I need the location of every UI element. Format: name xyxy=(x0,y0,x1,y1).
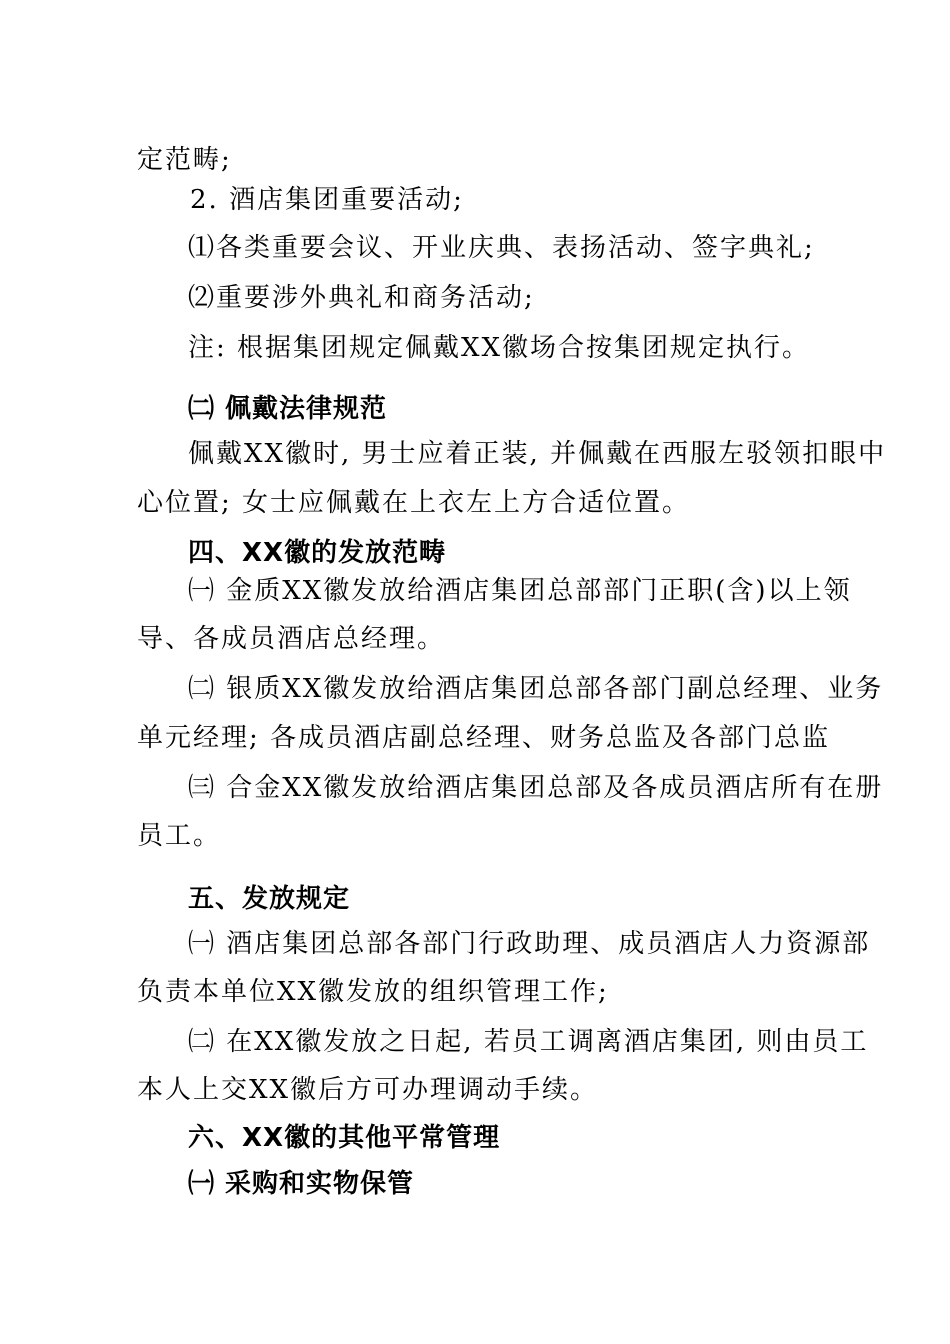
text-line: ㈠ 金质XX徽发放给酒店集团总部部门正职(含)以上领 xyxy=(188,576,852,606)
text-line: 佩戴XX徽时, 男士应着正装, 并佩戴在西服左驳领扣眼中 xyxy=(188,439,887,469)
text-line: ㈢ 合金XX徽发放给酒店集团总部及各成员酒店所有在册 xyxy=(188,773,884,803)
text-line: 心位置; 女士应佩戴在上衣左上方合适位置。 xyxy=(137,488,691,518)
text-line: 本人上交XX徽后方可办理调动手续。 xyxy=(137,1075,599,1105)
section-heading: ㈠ 采购和实物保管 xyxy=(188,1169,415,1199)
section-heading: 四、XX徽的发放范畴 xyxy=(188,538,447,568)
text-line: ㈠ 酒店集团总部各部门行政助理、成员酒店人力资源部 xyxy=(188,929,871,959)
text-line: 2. 酒店集团重要活动; xyxy=(190,185,464,215)
text-line: 定范畴; xyxy=(137,145,232,175)
text-line: 员工。 xyxy=(137,821,222,851)
text-line: 导、各成员酒店总经理。 xyxy=(137,624,446,654)
text-line: 单元经理; 各成员酒店副总经理、财务总监及各部门总监 xyxy=(137,723,831,753)
section-heading: 六、XX徽的其他平常管理 xyxy=(188,1123,501,1153)
text-line: 注: 根据集团规定佩戴XX徽场合按集团规定执行。 xyxy=(188,333,811,363)
text-line: ⑴各类重要会议、开业庆典、表扬活动、签字典礼; xyxy=(188,233,815,263)
text-line: ㈡ 银质XX徽发放给酒店集团总部各部门副总经理、业务 xyxy=(188,674,884,704)
section-heading: ㈡ 佩戴法律规范 xyxy=(188,394,388,424)
section-heading: 五、发放规定 xyxy=(188,884,351,914)
text-line: 负责本单位XX徽发放的组织管理工作; xyxy=(137,977,609,1007)
text-line: ㈡ 在XX徽发放之日起, 若员工调离酒店集团, 则由员工 xyxy=(188,1027,869,1057)
text-line: ⑵重要涉外典礼和商务活动; xyxy=(188,283,535,313)
